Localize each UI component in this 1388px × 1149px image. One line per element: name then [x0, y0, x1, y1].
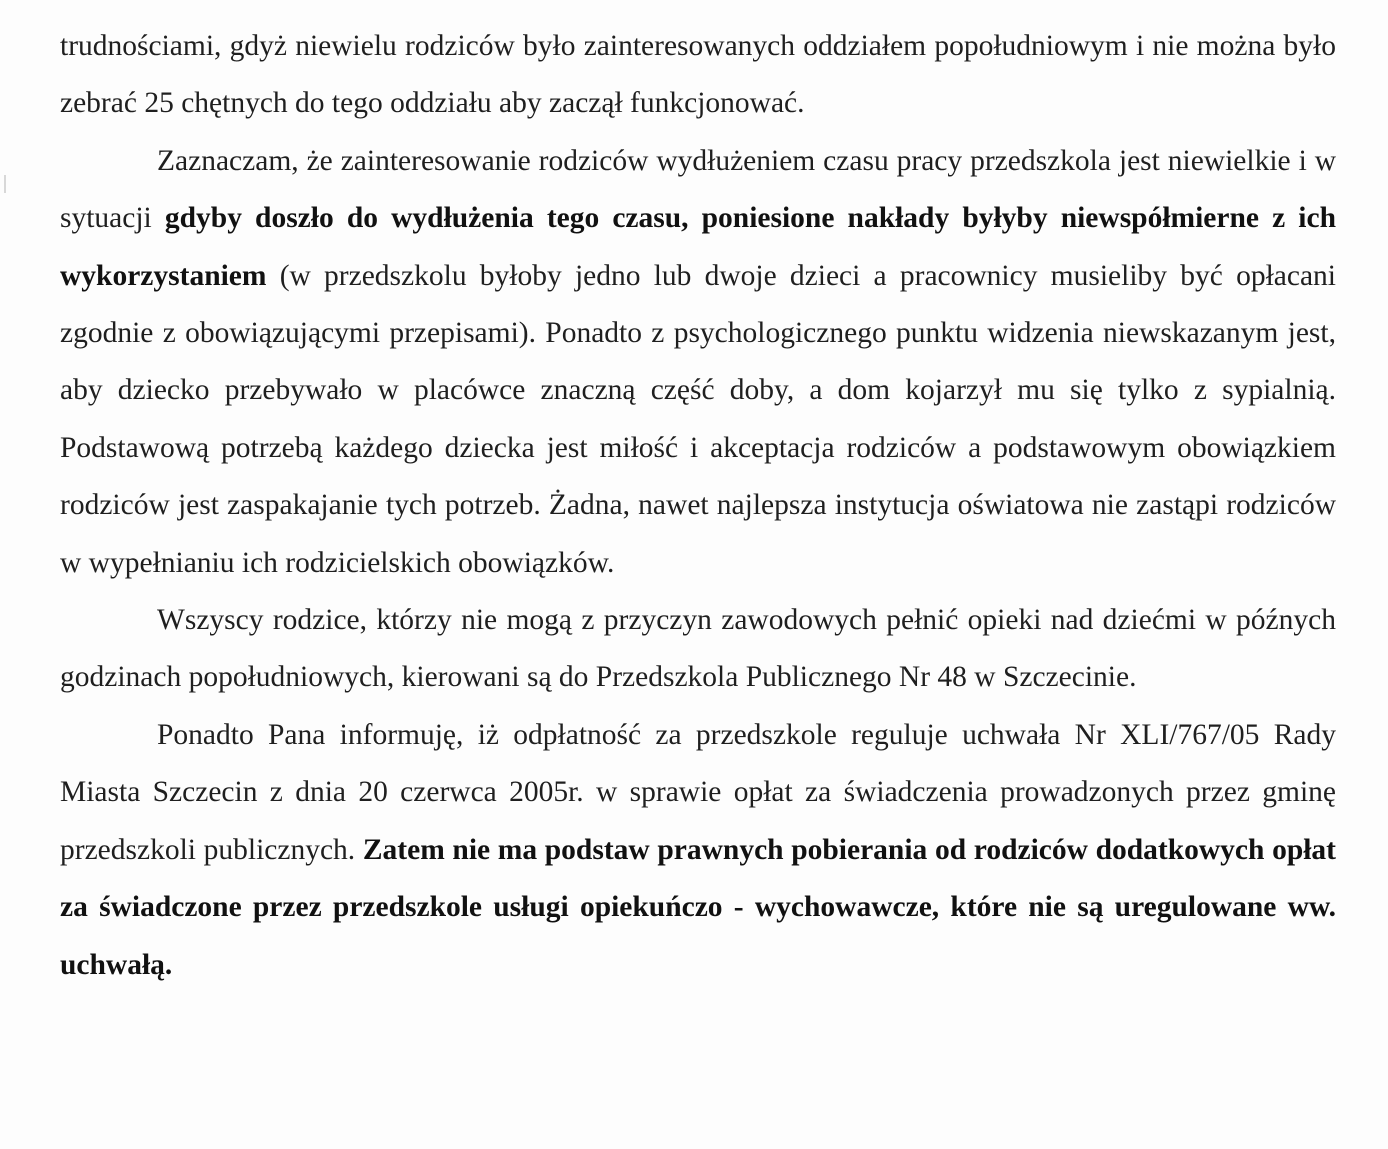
- paragraph-1: [60, 18, 1336, 133]
- paragraph-2-text-b: (w przedszkolu byłoby jedno lub dwoje dzieci a pracownicy musieliby być opłacani zgodnie z obowiązującymi przepisami). Ponadto z psychologicznego punktu widzenia niewskazanym jest, aby dziecko przebywało w placówce znaczną część doby, a dom kojarzył mu się tylko z sypialnią. Podstawową potrzebą każdego dziecka jest miłość i akceptacja rodziców a podstawowym obowiązkiem rodziców jest zaspakajanie tych potrzeb. Żadna, nawet najlepsza instytucja oświatowa nie zastąpi rodziców w wypełnianiu ich rodzicielskich obowiązków.: [60, 259, 1336, 579]
- paragraph-2-bold-emphasis: gdyby doszło do wydłużenia tego czasu, poniesione nakłady byłyby niewspółmierne z ich wykorzystaniem: [60, 202, 1336, 292]
- paragraph-4: [60, 707, 1336, 994]
- paragraph-2-text-a: Zaznaczam, że zainteresowanie rodziców wydłużeniem czasu pracy przedszkola jest niewielkie i w sytuacji: [60, 144, 1336, 235]
- scan-artifact-mark: [4, 175, 6, 193]
- paragraph-3-text: Wszyscy rodzice, którzy nie mogą z przyczyn zawodowych pełnić opieki nad dziećmi w późnych godzinach popołudniowych, kierowani są do Przedszkola Publicznego Nr 48 w Szczecinie.: [60, 604, 1336, 694]
- paragraph-4-text: Ponadto Pana informuję, iż odpłatność za przedszkole reguluje uchwała Nr XLI/767/05 Rady Miasta Szczecin z dnia 20 czerwca 2005r. w sprawie opłat za świadczenia prowadzonych przez gminę przedszkoli publicznych.: [60, 718, 1336, 866]
- paragraph-1-text: trudnościami, gdyż niewielu rodziców było zainteresowanych oddziałem popołudniowym i nie można było zebrać 25 chętnych do tego oddziału aby zaczął funkcjonować.: [60, 30, 1336, 120]
- paragraph-3: [60, 592, 1336, 707]
- letter-body: [60, 18, 1336, 994]
- paragraph-2: [60, 133, 1336, 592]
- paragraph-4-bold-conclusion: Zatem nie ma podstaw prawnych pobierania od rodziców dodatkowych opłat za świadczone przez przedszkole usługi opiekuńczo - wychowawcze, które nie są uregulowane ww. uchwałą.: [60, 833, 1337, 981]
